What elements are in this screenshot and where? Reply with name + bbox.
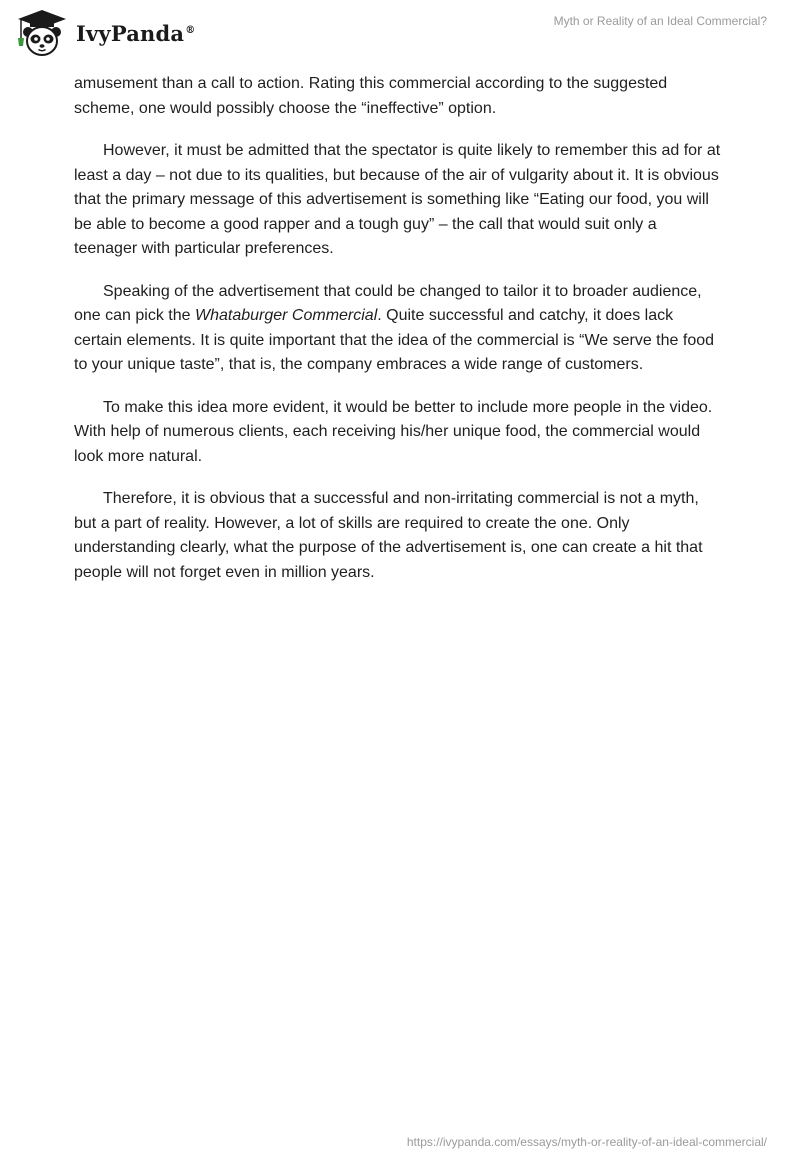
paragraph: Speaking of the advertisement that could be changed to tailor it to broader audience, one can pick the Whataburger Commercial. Quite successful and catchy, it does lack certain elements. It is quite important that the idea of the commercial is “We serve the food to your unique taste”, that is, the company embraces a wide range of customers. (74, 282, 715, 373)
panda-graduate-icon (14, 8, 70, 58)
source-url-link[interactable]: https://ivypanda.com/essays/myth-or-reality-of-an-ideal-commercial/ (406, 1135, 767, 1149)
ivypanda-logo[interactable] (14, 8, 195, 58)
essay-body (74, 72, 724, 603)
paragraph: To make this idea more evident, it would be better to include more people in the video. With help of numerous clients, each receiving his/her unique food, the commercial would look more natural. (74, 398, 713, 465)
paragraph: However, it must be admitted that the spectator is quite likely to remember this ad for at least a day – not due to its qualities, but because of the air of vulgarity about it. It is obvious that the primary message of this advertisement is something like “Eating our food, you will be able to become a good rapper and a tough guy” – the call that would suit only a teenager with particular preferences. (74, 142, 721, 257)
paragraph: amusement than a call to action. Rating this commercial according to the suggested scheme, one would possibly choose the “ineffective” option. (74, 75, 668, 117)
document-title: Myth or Reality of an Ideal Commercial? (553, 14, 767, 28)
page-header (0, 0, 800, 70)
logo-wordmark: IvyPanda® (76, 20, 196, 46)
paragraph: Therefore, it is obvious that a successful and non-irritating commercial is not a myth, but a part of reality. However, a lot of skills are required to create the one. Only understanding clearly, what the purpose of the advertisement is, one can create a hit that people will not forget even in million years. (74, 490, 703, 581)
italic-title: Whataburger Commercial (194, 307, 378, 324)
